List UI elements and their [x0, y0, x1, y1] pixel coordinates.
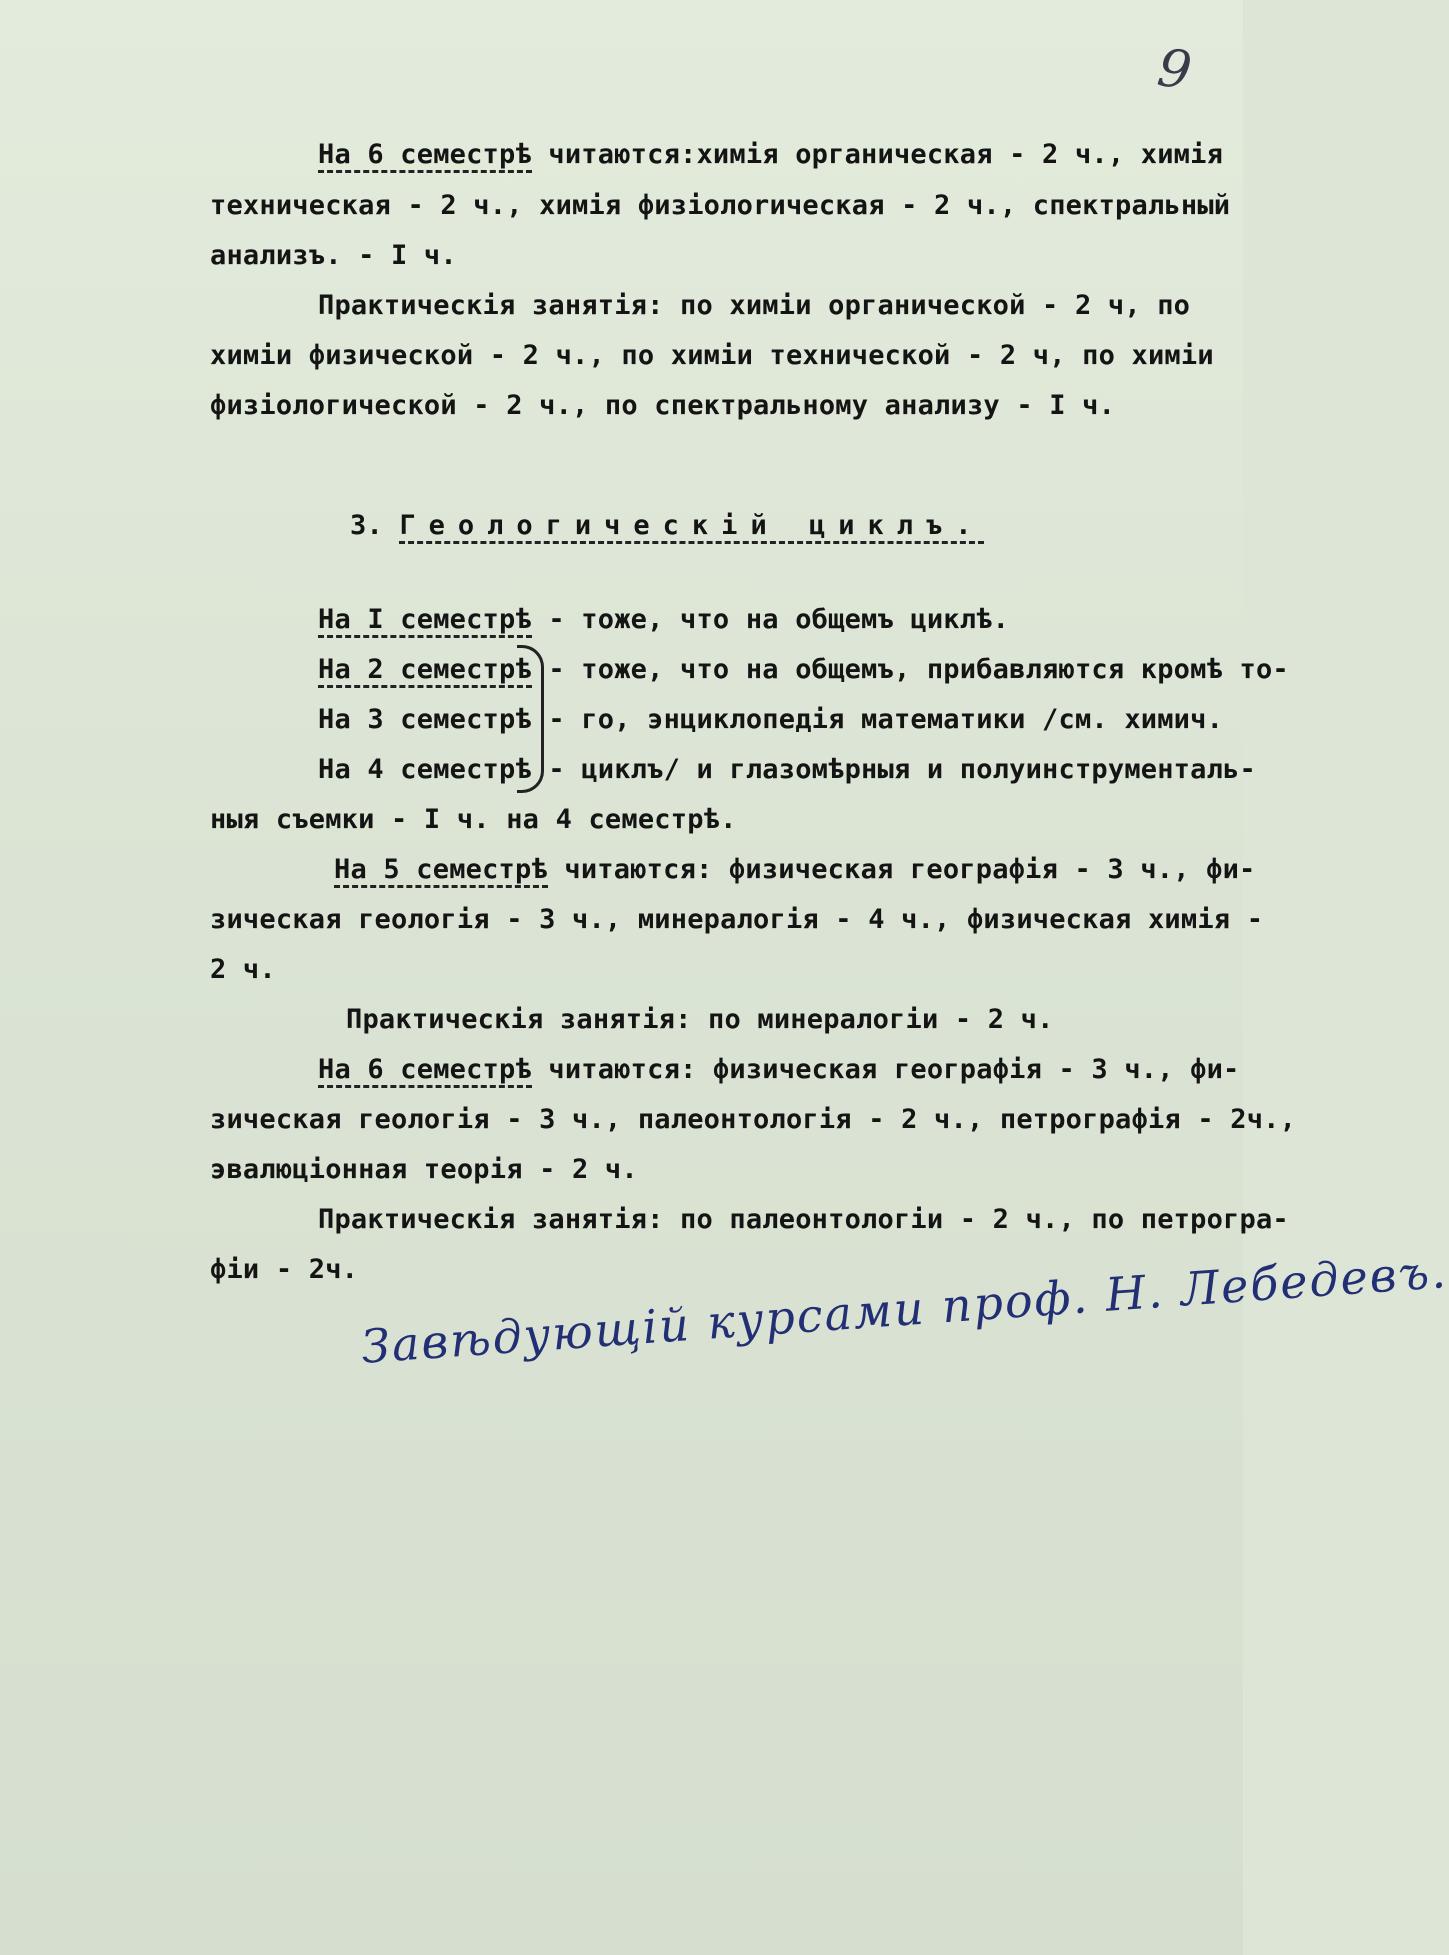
line-text: зическая геологія - 3 ч., минералогія - 4 ч., физическая химія - [210, 904, 1264, 935]
text-line [346, 1000, 1054, 1040]
line-text: 2 ч. [210, 954, 276, 985]
page-number: 9 [1153, 37, 1196, 103]
underlined-text: На 2 семестрѣ [318, 650, 532, 690]
text-line [318, 1050, 1240, 1090]
text-line [334, 850, 1256, 890]
text-line [318, 700, 1223, 740]
line-text: читаются: физическая географія - 3 ч., фи- [531, 1054, 1240, 1085]
line-text: - тоже, что на общемъ, прибавляются кромѣ то- [531, 654, 1289, 685]
text-line [210, 900, 1263, 940]
section-heading [350, 506, 984, 546]
underlined-text: На 6 семестрѣ [318, 135, 532, 175]
underlined-text: На 5 семестрѣ [334, 850, 548, 890]
text-line [210, 800, 737, 840]
line-text: фіи - 2ч. [210, 1254, 359, 1285]
line-text: эвалюціонная теорія - 2 ч. [210, 1154, 638, 1185]
text-line [210, 186, 1230, 226]
line-text: - тоже, что на общемъ циклѣ. [531, 604, 1010, 635]
section-number: 3. [350, 510, 400, 541]
text-line [318, 1200, 1289, 1240]
text-line [210, 336, 1214, 376]
line-text: Практическія занятія: по химіи органической - 2 ч, по [318, 290, 1191, 321]
text-line [318, 750, 1256, 790]
text-line [318, 600, 1009, 640]
line-text: Практическія занятія: по минералогіи - 2 ч. [346, 1004, 1054, 1035]
bracket-brace [517, 645, 544, 793]
text-line [318, 650, 1289, 690]
line-text: На 3 семестрѣ - го, энциклопедія математики /см. химич. [318, 704, 1224, 735]
line-text: зическая геологія - 3 ч., палеонтологія - 2 ч., петрографія - 2ч., [210, 1104, 1297, 1135]
text-line [210, 386, 1115, 426]
text-line [210, 236, 457, 276]
handwritten-signature: Завѣдующій курсами проф. Н. Лебедевъ. [359, 1244, 1449, 1374]
underlined-text: На 6 семестрѣ [318, 1050, 532, 1090]
text-line [210, 1100, 1296, 1140]
line-text: На 4 семестрѣ - циклъ/ и глазомѣрныя и полуинструменталь- [318, 754, 1256, 785]
line-text: читаются: физическая географія - 3 ч., фи- [547, 854, 1256, 885]
line-text: физіологической - 2 ч., по спектральному анализу - I ч. [210, 390, 1116, 421]
text-line [210, 1250, 358, 1290]
line-text: анализъ. - I ч. [210, 240, 457, 271]
line-text: Практическія занятія: по палеонтологіи - 2 ч., по петрогра- [318, 1204, 1289, 1235]
text-line [318, 286, 1190, 326]
section-title: Геологическій циклъ. [399, 506, 984, 546]
text-line [210, 1150, 638, 1190]
text-line [210, 950, 276, 990]
underlined-text: На I семестрѣ [318, 600, 532, 640]
text-line [318, 135, 1223, 175]
line-text: читаются:химія органическая - 2 ч., химія [531, 139, 1224, 170]
line-text: ныя съемки - I ч. на 4 семестрѣ. [210, 804, 737, 835]
line-text: техническая - 2 ч., химія физіолоrическая - 2 ч., спектральный [210, 190, 1231, 221]
line-text: химіи физической - 2 ч., по химіи технической - 2 ч, по химіи [210, 340, 1214, 371]
